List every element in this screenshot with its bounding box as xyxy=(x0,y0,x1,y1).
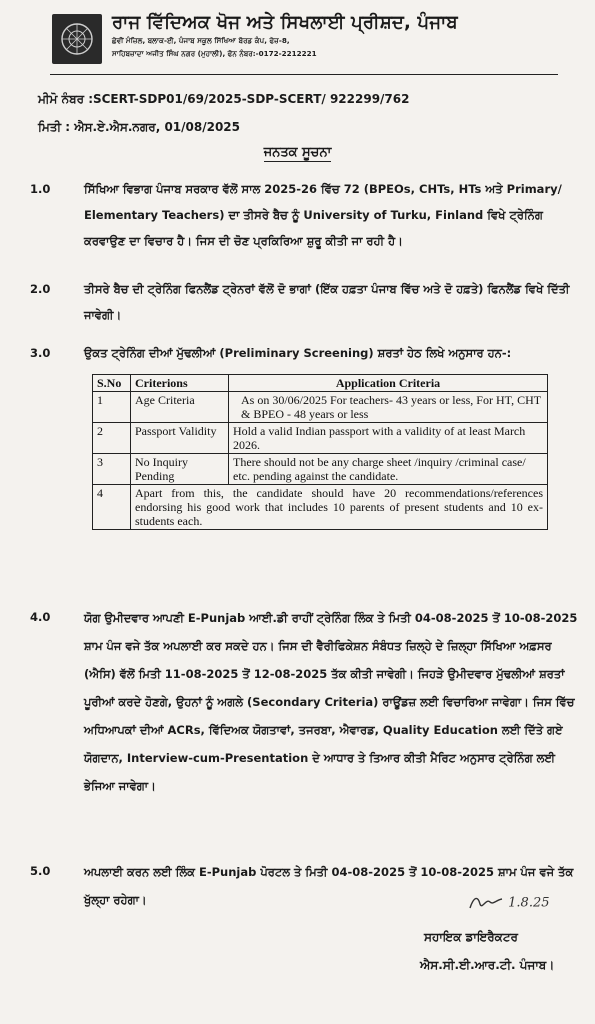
paragraph-text: ਅਪਲਾਈ ਕਰਨ ਲਈ ਲਿੰਕ E-Punjab ਪੋਰਟਲ ਤੇ ਮਿਤੀ 04-08-2025 ਤੋਂ 10-08-2025 ਸ਼ਾਮ ਪੰਜ ਵਜੇ ਤੱਕ ਖੁੱਲ੍ਹਾ ਰਹੇਗਾ। xyxy=(84,865,574,907)
paragraph-number: 5.0 xyxy=(30,864,51,878)
org-address-line-1: ਛੇਵੀਂ ਮੰਜ਼ਿਲ, ਬਲਾਕ-ਈ, ਪੰਜਾਬ ਸਕੂਲ ਸਿੱਖਿਆ ਬੋਰਡ ਕੰਪ, ਫੇਜ਼-8, xyxy=(112,36,290,45)
paragraph-1 xyxy=(30,176,578,254)
table-row xyxy=(93,423,548,454)
paragraph-3 xyxy=(30,340,578,366)
memo-date: ਮਿਤੀ : ਐਸ.ਏ.ਐਸ.ਨਗਰ, 01/08/2025 xyxy=(38,120,241,134)
header-divider xyxy=(50,74,558,75)
memo-number: ਮੀਮੋ ਨੰਬਰ :SCERT-SDP01/69/2025-SDP-SCERT/ 922299/762 xyxy=(38,92,410,106)
paragraph-number: 4.0 xyxy=(30,610,51,624)
table-row xyxy=(93,485,548,530)
handwritten-signature xyxy=(468,894,550,912)
table-cell-sno: 4 xyxy=(93,485,131,530)
column-header: Application Criteria xyxy=(229,375,548,392)
table-cell-criteria: Hold a valid Indian passport with a validity of at least March 2026. xyxy=(229,423,548,454)
table-header-row xyxy=(93,375,548,392)
paragraph-number: 1.0 xyxy=(30,182,51,196)
column-header: Criterions xyxy=(131,375,229,392)
signatory-title: ਸਹਾਇਕ ਡਾਇਰੈਕਟਰ xyxy=(424,930,518,944)
table-cell-criteria: Apart from this, the candidate should have 20 recommendations/references endorsing his good work that includes 10 parents of present students and 10 ex-students each. xyxy=(131,485,548,530)
org-title: ਰਾਜ ਵਿੱਦਿਅਕ ਖੋਜ ਅਤੇ ਸਿਖਲਾਈ ਪ੍ਰੀਸ਼ਦ, ਪੰਜਾਬ xyxy=(112,12,458,33)
scert-emblem-icon xyxy=(52,14,102,64)
table-cell-sno: 1 xyxy=(93,392,131,423)
signature-date: 1.8.25 xyxy=(508,895,550,911)
signatory-organisation: ਐਸ.ਸੀ.ਈ.ਆਰ.ਟੀ. ਪੰਜਾਬ। xyxy=(420,958,555,972)
paragraph-4 xyxy=(30,604,578,800)
column-header: S.No xyxy=(93,375,131,392)
table-row xyxy=(93,454,548,485)
paragraph-text: ਤੀਸਰੇ ਬੈਚ ਦੀ ਟ੍ਰੇਨਿੰਗ ਫਿਨਲੈਂਡ ਟ੍ਰੇਨਰਾਂ ਵੱਲੋਂ ਦੋ ਭਾਗਾਂ (ਇੱਕ ਹਫ਼ਤਾ ਪੰਜਾਬ ਵਿੱਚ ਅਤੇ ਦੋ ਹਫ਼ਤੇ) ਫਿਨਲੈਂਡ ਵਿਖੇ ਦਿੱਤੀ ਜਾਵੇਗੀ। xyxy=(84,282,570,322)
paragraph-text: ਸਿੱਖਿਆ ਵਿਭਾਗ ਪੰਜਾਬ ਸਰਕਾਰ ਵੱਲੋਂ ਸਾਲ 2025-26 ਵਿੱਚ 72 (BPEOs, CHTs, HTs ਅਤੇ Primary/ Elementary Teachers) ਦਾ ਤੀਸਰੇ ਬੈਚ ਨੂੰ University of Turku, Finland ਵਿਖੇ ਟ੍ਰੇਨਿੰਗ ਕਰਵਾਉਣ ਦਾ ਵਿਚਾਰ ਹੈ। ਜਿਸ ਦੀ ਚੋਣ ਪ੍ਰਕਿਰਿਆ ਸ਼ੁਰੂ ਕੀਤੀ ਜਾ ਰਹੀ ਹੈ। xyxy=(84,182,562,248)
notice-heading xyxy=(0,145,595,160)
paragraph-text: ਉਕਤ ਟ੍ਰੇਨਿੰਗ ਦੀਆਂ ਮੁੱਢਲੀਆਂ (Preliminary Screening) ਸ਼ਰਤਾਂ ਹੇਠ ਲਿਖੇ ਅਨੁਸਾਰ ਹਨ-: xyxy=(84,346,512,360)
table-cell-criterion: Passport Validity xyxy=(131,423,229,454)
letterhead xyxy=(112,12,552,59)
notice-heading-text: ਜਨਤਕ ਸੂਚਨਾ xyxy=(263,145,332,160)
table-cell-sno: 3 xyxy=(93,454,131,485)
paragraph-number: 3.0 xyxy=(30,346,51,360)
table-cell-criterion: Age Criteria xyxy=(131,392,229,423)
table-cell-sno: 2 xyxy=(93,423,131,454)
table-cell-criteria: As on 30/06/2025 For teachers- 43 years or less, For HT, CHT & BPEO - 48 years or less xyxy=(229,392,548,423)
paragraph-2 xyxy=(30,276,578,328)
table-row xyxy=(93,392,548,423)
paragraph-number: 2.0 xyxy=(30,282,51,296)
criteria-table xyxy=(92,374,548,530)
table-cell-criteria: There should not be any charge sheet /inquiry /criminal case/ etc. pending against the candidate. xyxy=(229,454,548,485)
table-cell-criterion: No Inquiry Pending xyxy=(131,454,229,485)
org-address-line-2: ਸਾਹਿਬਜ਼ਾਦਾ ਅਜੀਤ ਸਿੰਘ ਨਗਰ (ਮੁਹਾਲੀ), ਫੋਨ ਨੰਬਰ:-0172-2212221 xyxy=(112,49,317,58)
paragraph-text: ਯੋਗ ਉਮੀਦਵਾਰ ਆਪਣੀ E-Punjab ਆਈ.ਡੀ ਰਾਹੀਂ ਟ੍ਰੇਨਿੰਗ ਲਿੰਕ ਤੇ ਮਿਤੀ 04-08-2025 ਤੋਂ 10-08-2025 ਸ਼ਾਮ ਪੰਜ ਵਜੇ ਤੱਕ ਅਪਲਾਈ ਕਰ ਸਕਦੇ ਹਨ। ਜਿਸ ਦੀ ਵੈਰੀਫਿਕੇਸ਼ਨ ਸੰਬੰਧਤ ਜ਼ਿਲ੍ਹੇ ਦੇ ਜ਼ਿਲ੍ਹਾ ਸਿੱਖਿਆ ਅਫ਼ਸਰ (ਐਸਿ) ਵੱਲੋਂ ਮਿਤੀ 11-08-2025 ਤੋਂ 12-08-2025 ਤੱਕ ਕੀਤੀ ਜਾਵੇਗੀ। ਜਿਹੜੇ ਉਮੀਦਵਾਰ ਮੁੱਢਲੀਆਂ ਸ਼ਰਤਾਂ ਪੂਰੀਆਂ ਕਰਦੇ ਹੋਣਗੇ, ਉਹਨਾਂ ਨੂੰ ਅਗਲੇ (Secondary Criteria) ਰਾਊਂਡਜ਼ ਲਈ ਵਿਚਾਰਿਆ ਜਾਵੇਗਾ। ਜਿਸ ਵਿੱਚ ਅਧਿਆਪਕਾਂ ਦੀਆਂ ACRs, ਵਿੱਦਿਅਕ ਯੋਗਤਾਵਾਂ, ਤਜਰਬਾ, ਐਵਾਰਡ, Quality Education ਲਈ ਦਿੱਤੇ ਗਏ ਯੋਗਦਾਨ, Interview-cum-Presentation ਦੇ ਆਧਾਰ ਤੇ ਤਿਆਰ ਕੀਤੀ ਮੈਰਿਟ ਅਨੁਸਾਰ ਟ੍ਰੇਨਿੰਗ ਲਈ ਭੇਜਿਆ ਜਾਵੇਗਾ। xyxy=(84,611,578,793)
